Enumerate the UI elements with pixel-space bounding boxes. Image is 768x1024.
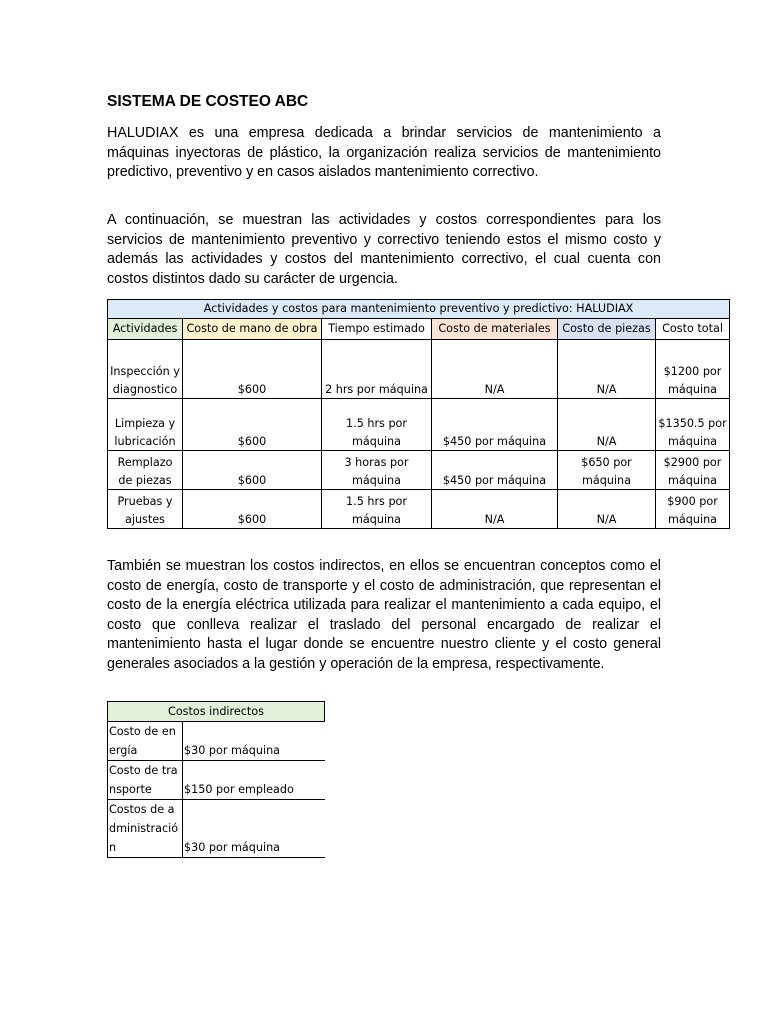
table-row bbox=[108, 399, 730, 451]
table-cell: $600 bbox=[183, 490, 322, 529]
table-row bbox=[108, 800, 325, 858]
table-cell: 2 hrs por máquina bbox=[322, 340, 432, 399]
table-cell: Costos de administración bbox=[108, 800, 183, 858]
table-cell: N/A bbox=[558, 490, 656, 529]
table-cell: Limpieza y lubricación bbox=[108, 399, 183, 451]
table-cell: $600 bbox=[183, 451, 322, 490]
table-cell: N/A bbox=[558, 340, 656, 399]
indirect-table-caption: Costos indirectos bbox=[108, 702, 325, 722]
table-cell: Pruebas y ajustes bbox=[108, 490, 183, 529]
table-row bbox=[108, 761, 325, 800]
header-costo-mano-de-obra: Costo de mano de obra bbox=[183, 319, 322, 340]
intro-paragraph: HALUDIAX es una empresa dedicada a brindar servicios de mantenimiento a máquinas inyectoras de plástico, la organización realiza servicios de mantenimiento predictivo, preventivo y en casos aislados mantenimiento correctivo. bbox=[107, 125, 661, 180]
table-cell: $150 por empleado bbox=[183, 761, 325, 800]
table-cell: $2900 por máquina bbox=[656, 451, 730, 490]
table-row bbox=[108, 451, 730, 490]
activities-paragraph: A continuación, se muestran las actividades y costos correspondientes para los servicios de mantenimiento preventivo y correctivo teniendo estos el mismo costo y además las actividades y costos del mantenimiento correctivo, el cual cuenta con costos distintos dado su carácter de urgencia. bbox=[107, 212, 661, 287]
table-cell: Inspección y diagnostico bbox=[108, 340, 183, 399]
table-cell: N/A bbox=[432, 490, 558, 529]
table-cell: $1350.5 por máquina bbox=[656, 399, 730, 451]
table-cell: N/A bbox=[432, 340, 558, 399]
table-cell: Costo de transporte bbox=[108, 761, 183, 800]
header-actividades: Actividades bbox=[108, 319, 183, 340]
table-cell: $450 por máquina bbox=[432, 399, 558, 451]
table-cell: Costo de energía bbox=[108, 722, 183, 761]
table-cell: Remplazo de piezas bbox=[108, 451, 183, 490]
table-cell: $30 por máquina bbox=[183, 722, 325, 761]
table-cell: $1200 por máquina bbox=[656, 340, 730, 399]
table-cell: N/A bbox=[558, 399, 656, 451]
activities-costs-table bbox=[107, 299, 730, 529]
table-cell: $600 bbox=[183, 399, 322, 451]
table-row bbox=[108, 340, 730, 399]
page-title: SISTEMA DE COSTEO ABC bbox=[107, 93, 309, 110]
indirect-costs-paragraph: También se muestran los costos indirectos, en ellos se encuentran conceptos como el costo de energía, costo de transporte y el costo de administración, que representan el costo de la energía eléctrica utilizada para realizar el mantenimiento a cada equipo, el costo que conlleva realizar el traslado del personal encargado de realizar el mantenimiento hasta el lugar donde se encuentre nuestro cliente y el costo general generales asociados a la gestión y operación de la empresa, respectivamente. bbox=[107, 558, 661, 672]
table-cell: $450 por máquina bbox=[432, 451, 558, 490]
header-tiempo-estimado: Tiempo estimado bbox=[322, 319, 432, 340]
table-cell: $30 por máquina bbox=[183, 800, 325, 858]
table-cell: $650 por máquina bbox=[558, 451, 656, 490]
table-row bbox=[108, 722, 325, 761]
table-row bbox=[108, 490, 730, 529]
table-cell: $600 bbox=[183, 340, 322, 399]
table-cell: 1.5 hrs por máquina bbox=[322, 399, 432, 451]
header-costo-piezas: Costo de piezas bbox=[558, 319, 656, 340]
table-cell: 3 horas por máquina bbox=[322, 451, 432, 490]
header-costo-materiales: Costo de materiales bbox=[432, 319, 558, 340]
header-costo-total: Costo total bbox=[656, 319, 730, 340]
table-cell: 1.5 hrs por máquina bbox=[322, 490, 432, 529]
activities-table-caption: Actividades y costos para mantenimiento preventivo y predictivo: HALUDIAX bbox=[108, 300, 730, 319]
indirect-costs-table bbox=[107, 701, 325, 858]
table-cell: $900 por máquina bbox=[656, 490, 730, 529]
